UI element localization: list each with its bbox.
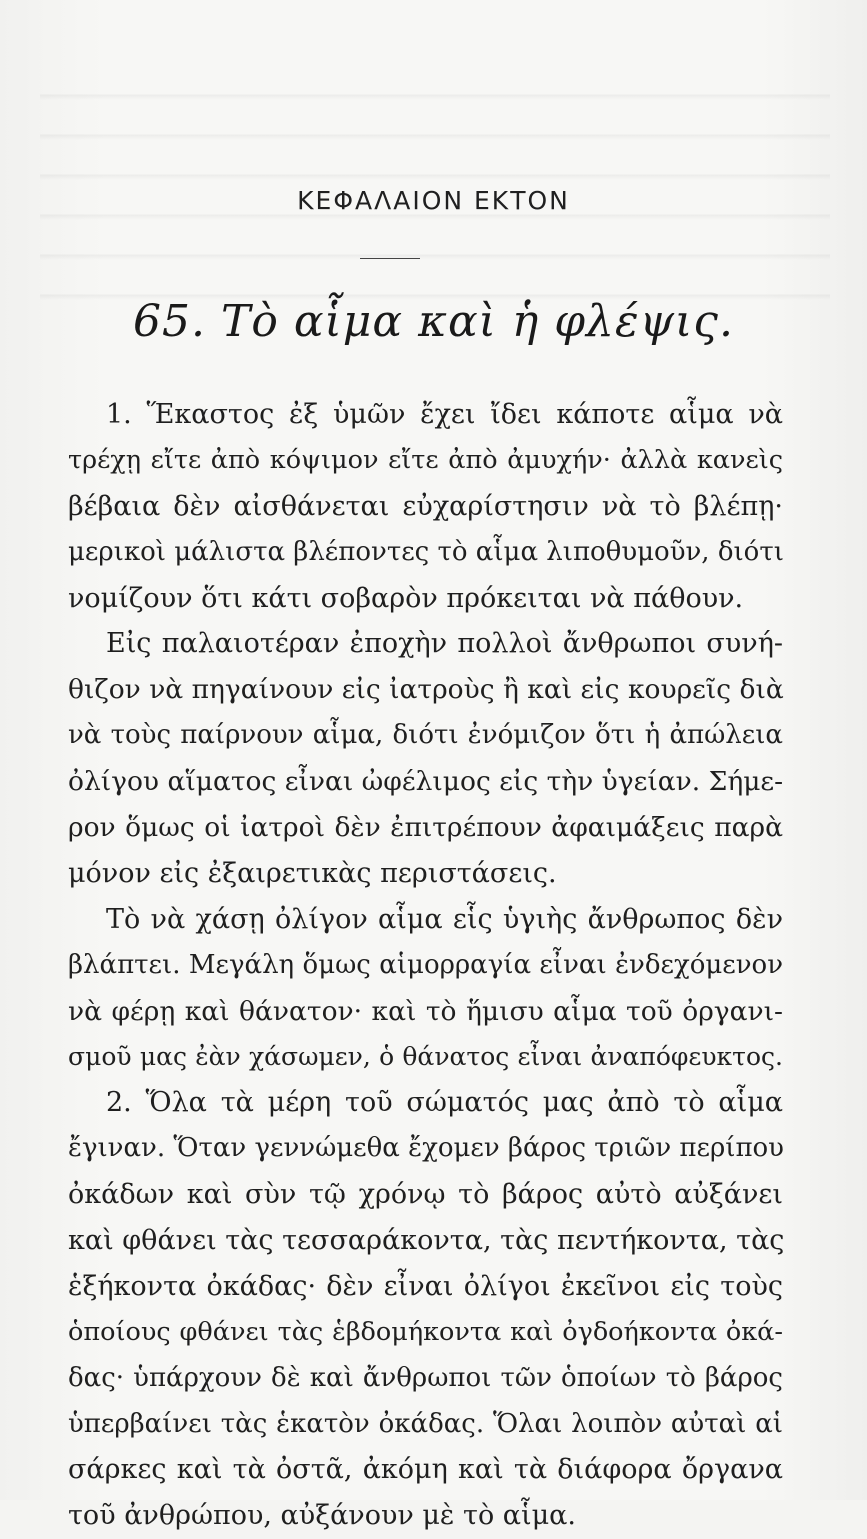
text-line: ὀκάδων καὶ σὺν τῷ χρόνῳ τὸ βάρος αὐτὸ αὐξάνει: [68, 1179, 783, 1211]
text-line: Τὸ νὰ χάσῃ ὀλίγον αἷμα εἷς ὑγιὴς ἄνθρωπος δὲν: [106, 903, 783, 935]
text-line: δας· ὑπάρχουν δὲ καὶ ἄνθρωποι τῶν ὁποίων τὸ βάρος: [68, 1362, 783, 1393]
text-line: καὶ φθάνει τὰς τεσσαράκοντα, τὰς πεντήκοντα, τὰς: [68, 1225, 785, 1257]
text-line: νὰ φέρῃ καὶ θάνατον· καὶ τὸ ἥμισυ αἷμα τοῦ ὀργανι-: [68, 995, 783, 1027]
section-title: 65. Τὸ αἷμα καὶ ἡ φλέψις.: [133, 296, 734, 347]
text-line: σμοῦ μας ἐὰν χάσωμεν, ὁ θάνατος εἶναι ἀναπόφευκτος.: [68, 1042, 783, 1072]
text-line: ρον ὅμως οἱ ἰατροὶ δὲν ἐπιτρέπουν ἀφαιμάξεις παρὰ: [68, 812, 783, 844]
text-line: θιζον νὰ πηγαίνουν εἰς ἰατροὺς ἢ καὶ εἰς κουρεῖς διὰ: [68, 674, 784, 706]
body-text: [68, 392, 783, 1539]
text-line: ὑπερβαίνει τὰς ἑκατὸν ὀκάδας. Ὅλαι λοιπὸν αὐταὶ αἱ: [68, 1408, 783, 1439]
text-line: βέβαια δὲν αἰσθάνεται εὐχαρίστησιν νὰ τὸ βλέπῃ·: [68, 490, 783, 522]
text-line: τοῦ ἀνθρώπου, αὐξάνουν μὲ τὸ αἷμα.: [68, 1500, 576, 1532]
chapter-heading: ΚΕΦΑΛΑΙΟΝ ΕΚΤΟΝ: [297, 186, 570, 215]
text-line: τρέχῃ εἴτε ἀπὸ κόψιμον εἴτε ἀπὸ ἀμυχήν· ἀλλὰ κανεὶς: [68, 444, 783, 475]
text-line: Εἰς παλαιοτέραν ἐποχὴν πολλοὶ ἄνθρωποι συνή-: [106, 628, 783, 660]
text-line: βλάπτει. Μεγάλη ὅμως αἱμορραγία εἶναι ἐνδεχόμενον: [68, 949, 783, 980]
heading-divider: [360, 258, 420, 259]
text-line: νὰ τοὺς παίρνουν αἷμα, διότι ἐνόμιζον ὅτι ἡ ἀπώλεια: [68, 720, 783, 751]
text-line: νομίζουν ὅτι κάτι σοβαρὸν πρόκειται νὰ πάθουν.: [68, 582, 744, 614]
text-line: ὀλίγου αἵματος εἶναι ὠφέλιμος εἰς τὴν ὑγείαν. Σήμε-: [68, 766, 784, 798]
text-line: μόνον εἰς ἐξαιρετικὰς περιστάσεις.: [68, 857, 557, 889]
text-line: ἑξήκοντα ὀκάδας· δὲν εἶναι ὀλίγοι ἐκεῖνοι εἰς τοὺς: [68, 1270, 783, 1302]
text-line: μερικοὶ μάλιστα βλέποντες τὸ αἷμα λιποθυμοῦν, διότι: [68, 536, 784, 567]
text-line: ὁποίους φθάνει τὰς ἑβδομήκοντα καὶ ὀγδοήκοντα ὀκά-: [68, 1316, 783, 1347]
text-line: ἔγιναν. Ὅταν γεννώμεθα ἔχομεν βάρος τριῶν περίπου: [68, 1133, 784, 1164]
text-line: σάρκες καὶ τὰ ὀστᾶ, ἀκόμη καὶ τὰ διάφορα ὄργανα: [68, 1454, 783, 1486]
text-line: 1. Ἕκαστος ἐξ ὑμῶν ἔχει ἴδει κάποτε αἷμα νὰ: [106, 399, 783, 430]
text-line: 2. Ὅλα τὰ μέρη τοῦ σώματός μας ἀπὸ τὸ αἷμα: [106, 1087, 783, 1119]
